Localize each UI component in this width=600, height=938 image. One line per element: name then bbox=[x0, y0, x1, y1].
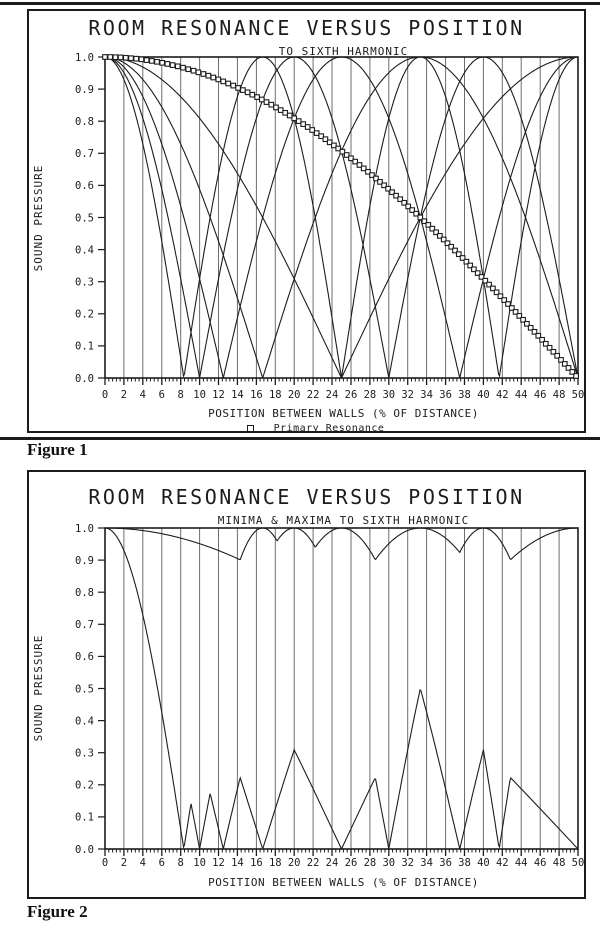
x-tick-label: 46 bbox=[533, 857, 547, 869]
figure1-box bbox=[27, 9, 586, 433]
x-tick-label: 22 bbox=[306, 857, 320, 869]
x-tick-label: 6 bbox=[158, 857, 165, 869]
x-tick-label: 0 bbox=[101, 857, 109, 869]
y-axis-ticks bbox=[75, 52, 105, 385]
y-tick-label: 0.3 bbox=[75, 747, 94, 760]
x-tick-label: 26 bbox=[344, 857, 358, 869]
x-tick-label: 20 bbox=[287, 389, 301, 401]
x-tick-label: 38 bbox=[458, 857, 471, 869]
curve-6th-harmonic bbox=[105, 57, 578, 378]
vertical-gridlines bbox=[124, 528, 559, 849]
x-tick-label: 22 bbox=[306, 389, 320, 401]
y-tick-label: 0.2 bbox=[75, 308, 94, 321]
top-rule bbox=[0, 2, 600, 5]
figure1-legend-label: Primary Resonance bbox=[273, 423, 385, 434]
x-tick-label: 40 bbox=[477, 857, 490, 869]
x-tick-label: 0 bbox=[101, 389, 109, 401]
y-tick-label: 0.4 bbox=[75, 244, 94, 257]
x-axis-ticks bbox=[102, 849, 584, 869]
x-tick-label: 28 bbox=[363, 857, 377, 869]
x-tick-label: 16 bbox=[250, 857, 263, 869]
x-tick-label: 50 bbox=[571, 389, 585, 401]
y-tick-label: 0.1 bbox=[75, 811, 94, 824]
x-tick-label: 36 bbox=[439, 389, 452, 401]
y-tick-label: 0.1 bbox=[75, 340, 94, 353]
figure2-subtitle: MINIMA & MAXIMA TO SIXTH HARMONIC bbox=[217, 514, 470, 527]
x-tick-label: 44 bbox=[514, 857, 528, 869]
x-tick-label: 40 bbox=[477, 389, 490, 401]
y-tick-label: 0.9 bbox=[75, 554, 94, 567]
x-axis-ticks bbox=[102, 378, 584, 401]
x-tick-label: 10 bbox=[193, 857, 206, 869]
figure1-subtitle: TO SIXTH HARMONIC bbox=[278, 45, 409, 58]
x-tick-label: 26 bbox=[344, 389, 358, 401]
figure1-caption: Figure 1 bbox=[27, 440, 88, 459]
y-tick-label: 0.2 bbox=[75, 779, 94, 792]
x-tick-label: 2 bbox=[120, 389, 128, 401]
figure2-title: ROOM RESONANCE VERSUS POSITION bbox=[88, 485, 525, 509]
x-tick-label: 46 bbox=[533, 389, 547, 401]
y-tick-label: 0.6 bbox=[75, 180, 94, 193]
x-tick-label: 48 bbox=[552, 389, 566, 401]
y-tick-label: 0.8 bbox=[75, 116, 94, 128]
figure2-box bbox=[27, 470, 586, 899]
figure1-y-axis-label: SOUND PRESSURE bbox=[32, 164, 45, 272]
resonance-curves bbox=[105, 57, 578, 378]
y-tick-label: 0.4 bbox=[75, 715, 94, 728]
figure1-title: ROOM RESONANCE VERSUS POSITION bbox=[88, 16, 525, 40]
x-tick-label: 24 bbox=[325, 857, 339, 869]
figure1-legend bbox=[79, 423, 552, 434]
x-tick-label: 16 bbox=[250, 389, 263, 401]
y-tick-label: 0.8 bbox=[75, 587, 94, 599]
figure1-plot bbox=[27, 9, 586, 433]
y-axis-ticks bbox=[75, 523, 105, 856]
x-tick-label: 42 bbox=[495, 857, 509, 869]
x-tick-label: 34 bbox=[420, 389, 433, 401]
divider-rule bbox=[0, 437, 600, 440]
x-tick-label: 48 bbox=[552, 857, 566, 869]
x-tick-label: 4 bbox=[139, 857, 146, 869]
y-tick-label: 0.7 bbox=[75, 619, 94, 632]
y-tick-label: 0.0 bbox=[75, 843, 94, 856]
y-tick-label: 1.0 bbox=[75, 522, 94, 535]
x-tick-label: 12 bbox=[212, 857, 225, 869]
x-tick-label: 42 bbox=[495, 389, 509, 401]
x-tick-label: 30 bbox=[382, 389, 396, 401]
x-tick-label: 20 bbox=[287, 857, 301, 869]
x-tick-label: 14 bbox=[231, 389, 244, 401]
figure1-x-axis-label: POSITION BETWEEN WALLS (% OF DISTANCE) bbox=[208, 407, 479, 420]
y-tick-label: 0.0 bbox=[75, 372, 94, 385]
open-square-marker-icon bbox=[247, 425, 254, 432]
y-tick-label: 0.5 bbox=[75, 212, 94, 225]
x-tick-label: 28 bbox=[363, 389, 377, 401]
x-tick-label: 24 bbox=[325, 389, 339, 401]
x-tick-label: 32 bbox=[401, 857, 415, 869]
y-tick-label: 1.0 bbox=[75, 51, 94, 64]
y-tick-label: 0.9 bbox=[75, 83, 94, 96]
x-tick-label: 38 bbox=[458, 389, 471, 401]
x-tick-label: 2 bbox=[120, 857, 128, 869]
x-tick-label: 18 bbox=[268, 389, 282, 401]
x-tick-label: 18 bbox=[268, 857, 282, 869]
x-tick-label: 10 bbox=[193, 389, 206, 401]
x-tick-label: 14 bbox=[231, 857, 244, 869]
y-tick-label: 0.3 bbox=[75, 276, 94, 289]
y-tick-label: 0.6 bbox=[75, 651, 94, 664]
y-tick-label: 0.5 bbox=[75, 683, 94, 696]
x-tick-label: 32 bbox=[401, 389, 415, 401]
x-tick-label: 50 bbox=[571, 857, 585, 869]
figure2-caption: Figure 2 bbox=[27, 902, 88, 921]
x-tick-label: 44 bbox=[514, 389, 528, 401]
figure2-x-axis-label: POSITION BETWEEN WALLS (% OF DISTANCE) bbox=[208, 876, 479, 889]
figure2-y-axis-label: SOUND PRESSURE bbox=[32, 634, 45, 742]
curve-maxima-envelope bbox=[105, 528, 578, 559]
x-tick-label: 8 bbox=[177, 389, 184, 401]
x-tick-label: 34 bbox=[420, 857, 433, 869]
curve-minima-envelope bbox=[105, 528, 578, 849]
x-tick-label: 36 bbox=[439, 857, 452, 869]
x-tick-label: 30 bbox=[382, 857, 396, 869]
x-tick-label: 8 bbox=[177, 857, 184, 869]
y-tick-label: 0.7 bbox=[75, 148, 94, 161]
resonance-curves bbox=[105, 528, 578, 849]
x-tick-label: 4 bbox=[139, 389, 146, 401]
figure2-plot bbox=[27, 470, 586, 899]
x-tick-label: 6 bbox=[158, 389, 165, 401]
x-tick-label: 12 bbox=[212, 389, 225, 401]
